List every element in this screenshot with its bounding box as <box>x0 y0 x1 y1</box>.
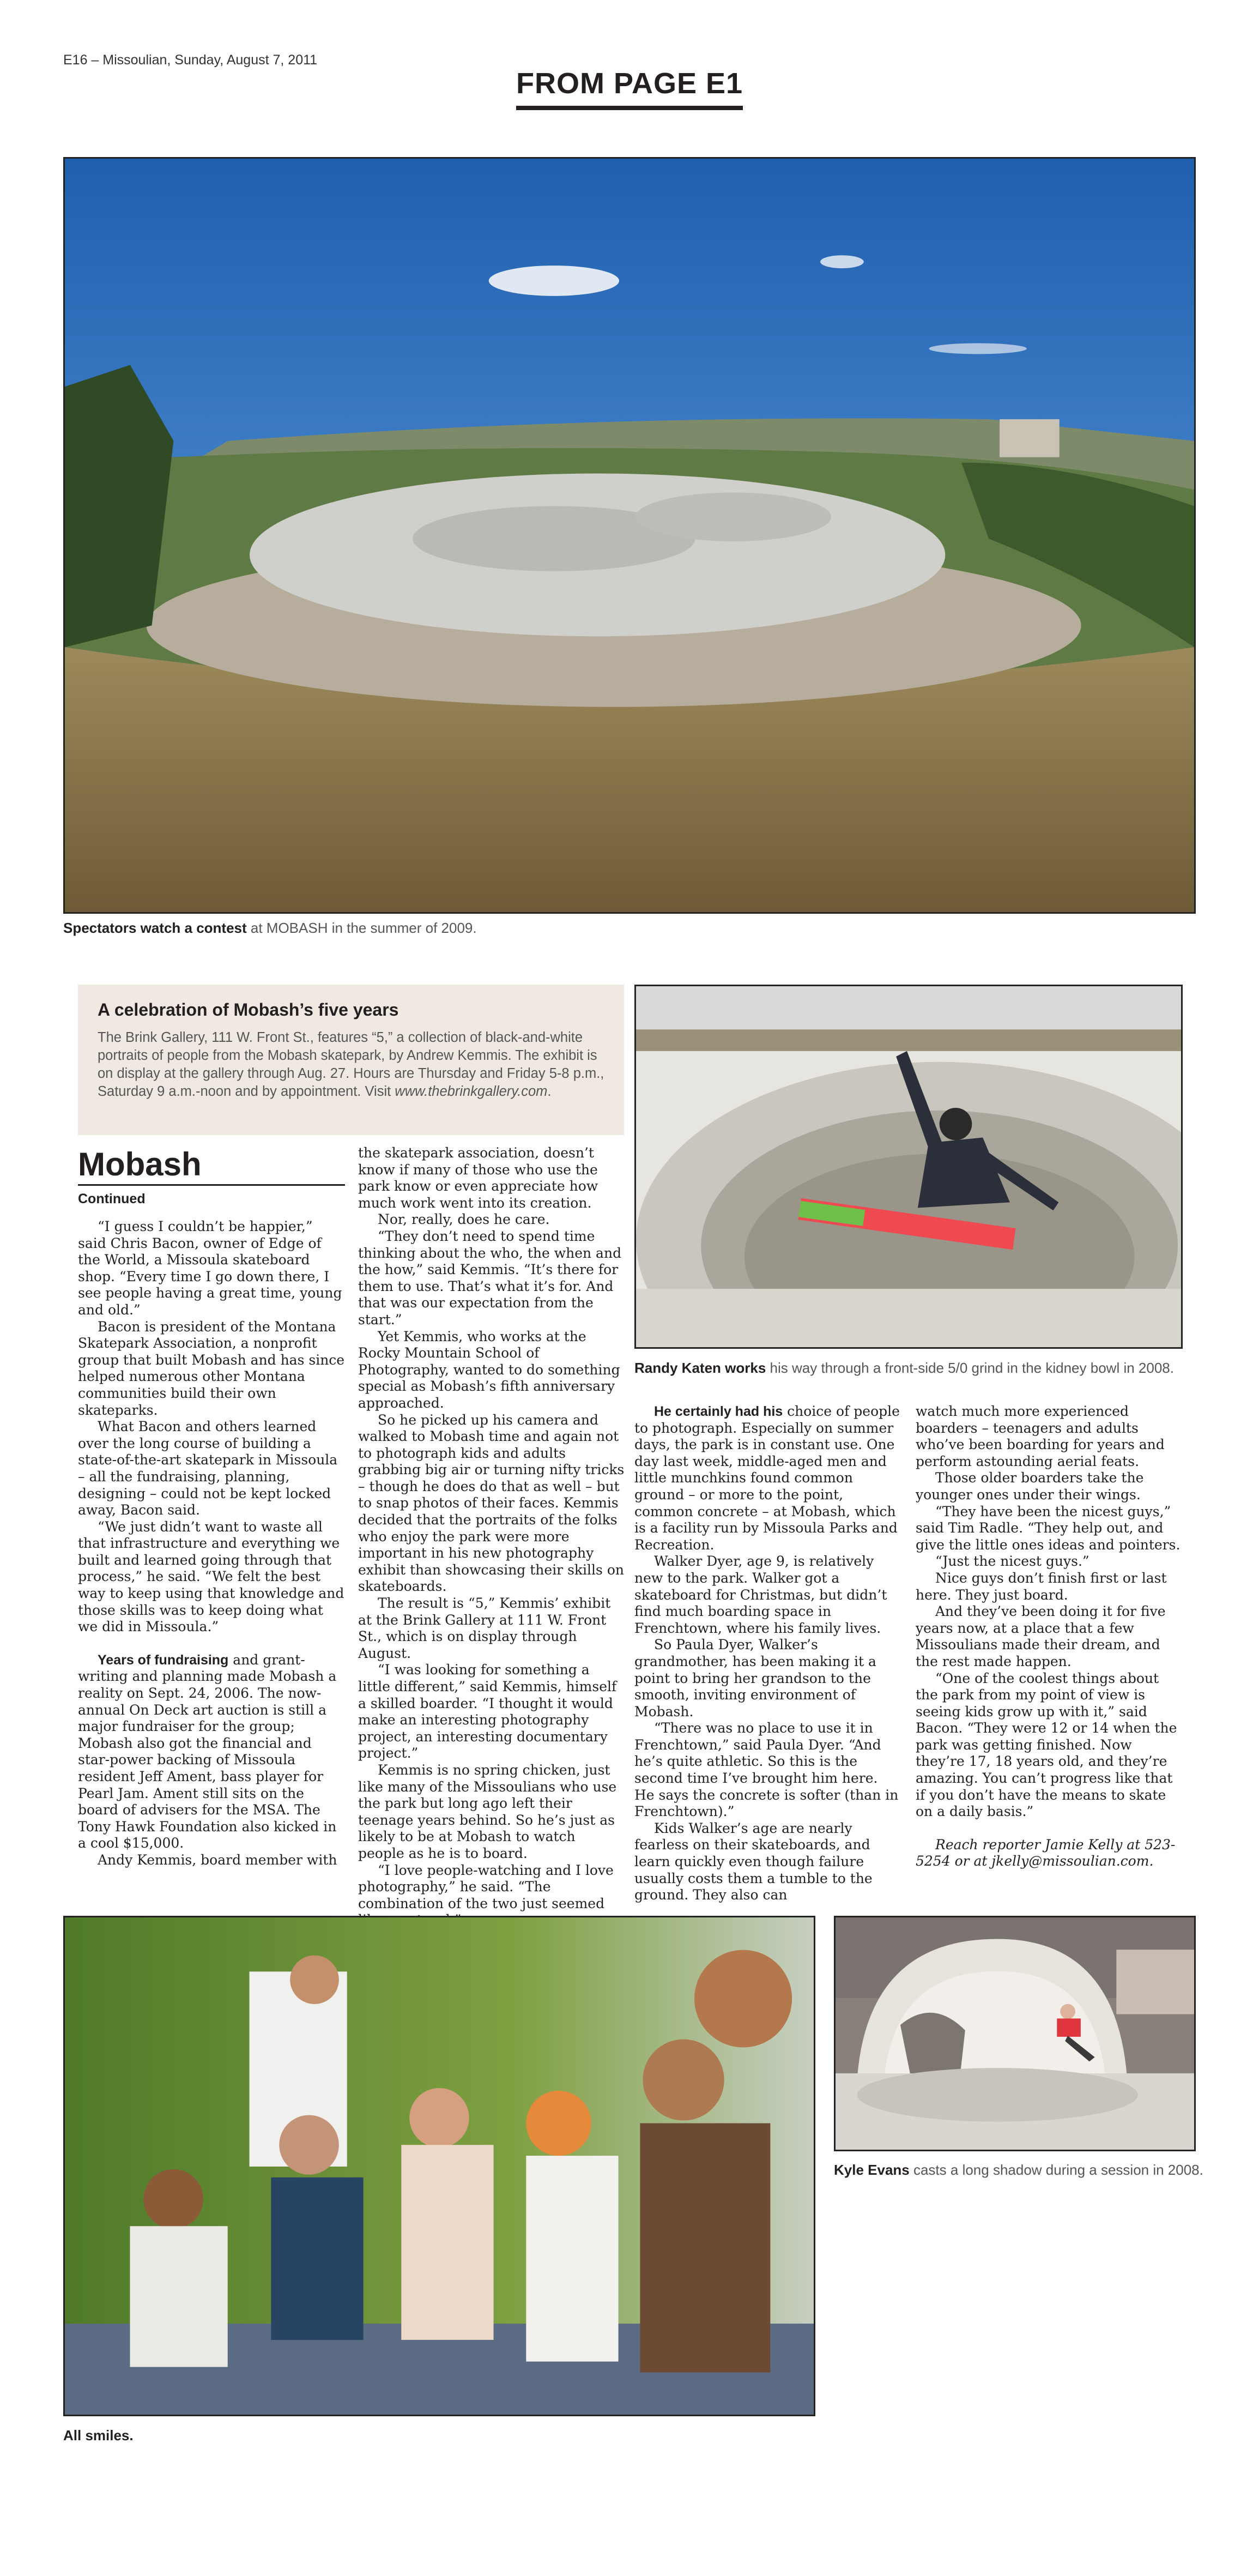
paragraph: Nor, really, does he care. <box>378 1211 550 1228</box>
evans-photo-caption <box>834 2162 1203 2179</box>
caption-lead: Kyle Evans <box>834 2162 910 2178</box>
story-headline <box>78 1145 345 1186</box>
paragraph: Kemmis is no spring chicken, just like many of the Missoulians who use the park but long ago left their teenage years behind. So he’s just as likely to be at Mobash to watch people as he is to board. <box>358 1761 617 1861</box>
paragraph: Bacon is president of the Montana Skatepark Association, a nonprofit group that built Mobash and has since helped numerous other Montana communities build their own skateparks. <box>78 1318 345 1418</box>
page-folio: E16 – Missoulian, Sunday, August 7, 2011 <box>63 52 318 68</box>
story-column-3 <box>634 1403 901 1904</box>
paragraph: And they’ve been doing it for five years now, at a place that a few Missoulians made their dream, and the rest made happen. <box>916 1603 1166 1669</box>
paragraph: “One of the coolest things about the park from my point of view is seeing kids grow up with it,” said Bacon. “They were 12 or 14 when the park was getting finished. Now they’re 17, 18 years old, and they’re amazing. You can’t progress like that if you don’t have the means to skate on a daily basis.” <box>916 1670 1177 1820</box>
caption-text: at MOBASH in the summer of 2009. <box>246 920 477 936</box>
shadow-bowl-illustration <box>836 1917 1194 2150</box>
story-column-4 <box>916 1403 1183 1870</box>
crowd-illustration <box>65 1917 814 2415</box>
story-column-2 <box>358 1145 625 1929</box>
paragraph: So he picked up his camera and walked to Mobash time and again not to photograph kids and adults grabbing big air or turning nifty tricks – though he does do that as well – but to snap photos of their faces. Kemmis decided that the portraits of the folks who enjoy the park were more important in his new photography exhibit than showcasing their skills on skateboards. <box>358 1411 625 1595</box>
paragraph: Nice guys don’t finish first or last here. They just board. <box>916 1570 1167 1603</box>
paragraph <box>78 1652 345 1852</box>
paragraph: Walker Dyer, age 9, is relatively new to the park. Walker got a skateboard for Christmas, but didn’t find much boarding space in Frenchtown, where his family lives. <box>634 1553 887 1636</box>
main-photo-caption <box>63 920 477 937</box>
caption-text: his way through a front-side 5/0 grind in the kidney bowl in 2008. <box>766 1360 1174 1376</box>
reporter-signoff: Reach reporter Jamie Kelly at 523-5254 or at jkelly@missoulian.com. <box>916 1836 1176 1869</box>
infobox-title: A celebration of Mobash’s five years <box>98 1000 399 1019</box>
paragraph: Kids Walker’s age are nearly fearless on their skateboards, and learn quickly even though failure usually costs them a tumble to the ground. They also can <box>634 1820 873 1903</box>
paragraph: Those older boarders take the younger ones under their wings. <box>916 1470 1144 1503</box>
paragraph: watch much more experienced boarders – teenagers and adults who’ve been boarding for years and perform astounding aerial feats. <box>916 1403 1165 1469</box>
paragraph-text: and grant-writing and planning made Mobash a reality on Sept. 24, 2006. The now-annual On Deck art auction is still a major fundraiser for the group; Mobash also got the financial and star-power backing of Missoula resident Jeff Ament, bass player for Pearl Jam. Ament still sits on the board of advisers for the MSA. The Tony Hawk Foundation also kicked in a cool $15,000. <box>78 1651 337 1851</box>
caption-lead: Randy Katen works <box>634 1360 766 1376</box>
paragraph: “I love people-watching and I love photography,” he said. “The combination of the two just seemed <box>358 1862 614 1911</box>
paragraph-text: choice of people to photograph. Especially on summer days, the park is in constant use. One day last week, middle-aged men and little munchkins found common ground – or more to the point, common concrete – at Mobash, which is a facility run by Missoula Parks and Recreation. <box>634 1403 900 1553</box>
paragraph: “Just the nicest guys.” <box>935 1553 1089 1570</box>
evans-shadow-photo <box>834 1916 1196 2151</box>
paragraph: the skatepark association, doesn’t know if many of those who use the park know or even appreciate how much work went into its creation. <box>358 1145 598 1211</box>
infobox-end: . <box>547 1084 552 1099</box>
skatepark-illustration <box>65 159 1194 912</box>
paragraph: Andy Kemmis, board member with <box>98 1851 337 1868</box>
all-smiles-caption <box>63 2427 134 2444</box>
paragraph: The result is “5,” Kemmis’ exhibit at the Brink Gallery at 111 W. Front St., which is on display through August. <box>358 1595 611 1661</box>
story-title: Mobash <box>78 1146 202 1183</box>
subhead-lead: He certainly had his <box>654 1404 783 1419</box>
paragraph <box>634 1403 901 1553</box>
bowl-illustration <box>636 986 1181 1347</box>
caption-lead: All smiles. <box>63 2427 134 2444</box>
story-column-1 <box>78 1218 345 1869</box>
katen-bowl-photo <box>634 985 1183 1349</box>
all-smiles-photo <box>63 1916 815 2416</box>
paragraph: “We just didn’t want to waste all that infrastructure and everything we built and learned going through that process,” he said. “We felt the best way to keep using that knowledge and those skills was to keep doing what we did in Missoula.” <box>78 1518 344 1635</box>
infobox-body: The Brink Gallery, 111 W. Front St., features “5,” a collection of black-and-white portraits of people from the Mobash skatepark, by Andrew Kemmis. The exhibit is on display at the gallery through Aug. 27. Hours are Thursday and Friday 5-8 p.m., Saturday 9 a.m.-noon and by appointment. Visit <box>98 1030 604 1099</box>
katen-photo-caption <box>634 1360 1174 1377</box>
paragraph: Yet Kemmis, who works at the Rocky Mountain School of Photography, wanted to do something special as Mobash’s fifth anniversary approached. <box>358 1328 620 1411</box>
main-skatepark-photo <box>63 157 1196 914</box>
gallery-link[interactable]: www.thebrinkgallery.com <box>395 1084 548 1099</box>
paragraph: “They have been the nicest guys,” said Tim Radle. “They help out, and give the little ones ideas and pointers. <box>916 1503 1181 1553</box>
exhibit-infobox <box>78 985 624 1135</box>
paragraph: So Paula Dyer, Walker’s grandmother, has been making it a point to bring her grandson to the smooth, inviting environment of Mobash. <box>634 1637 876 1720</box>
paragraph: “There was no place to use it in Frenchtown,” said Paula Dyer. “And he’s quite athletic. So this is the second time I’ve brought him here. He says the concrete is softer (than in Frenchtown).” <box>634 1720 899 1820</box>
paragraph: What Bacon and others learned over the long course of building a state-of-the-art skatepark in Missoula – all the fundraising, planning, designing – could not be kept locked away, Bacon said. <box>78 1419 338 1518</box>
caption-lead: Spectators watch a contest <box>63 920 247 936</box>
infobox-text <box>98 1029 604 1101</box>
section-title: FROM PAGE E1 <box>516 67 743 110</box>
continued-label: Continued <box>78 1191 146 1206</box>
paragraph: “They don’t need to spend time thinking about the who, the when and the how,” said Kemmis. “It’s there for them to use. That’s what it’s for. And that was our expectation from the start.” <box>358 1228 622 1328</box>
paragraph: “I guess I couldn’t be happier,” said Chris Bacon, owner of Edge of the World, a Missoula skateboard shop. “Every time I go down there, I see people having a great time, young and old.” <box>78 1218 342 1318</box>
paragraph: “I was looking for something a little different,” said Kemmis, himself a skilled boarder. “I thought it would make an interesting photography project, an interesting documentary project.” <box>358 1662 617 1761</box>
caption-text: casts a long shadow during a session in 2008. <box>909 2162 1203 2178</box>
subhead-lead: Years of fundraising <box>98 1652 229 1668</box>
section-header <box>0 67 1259 110</box>
